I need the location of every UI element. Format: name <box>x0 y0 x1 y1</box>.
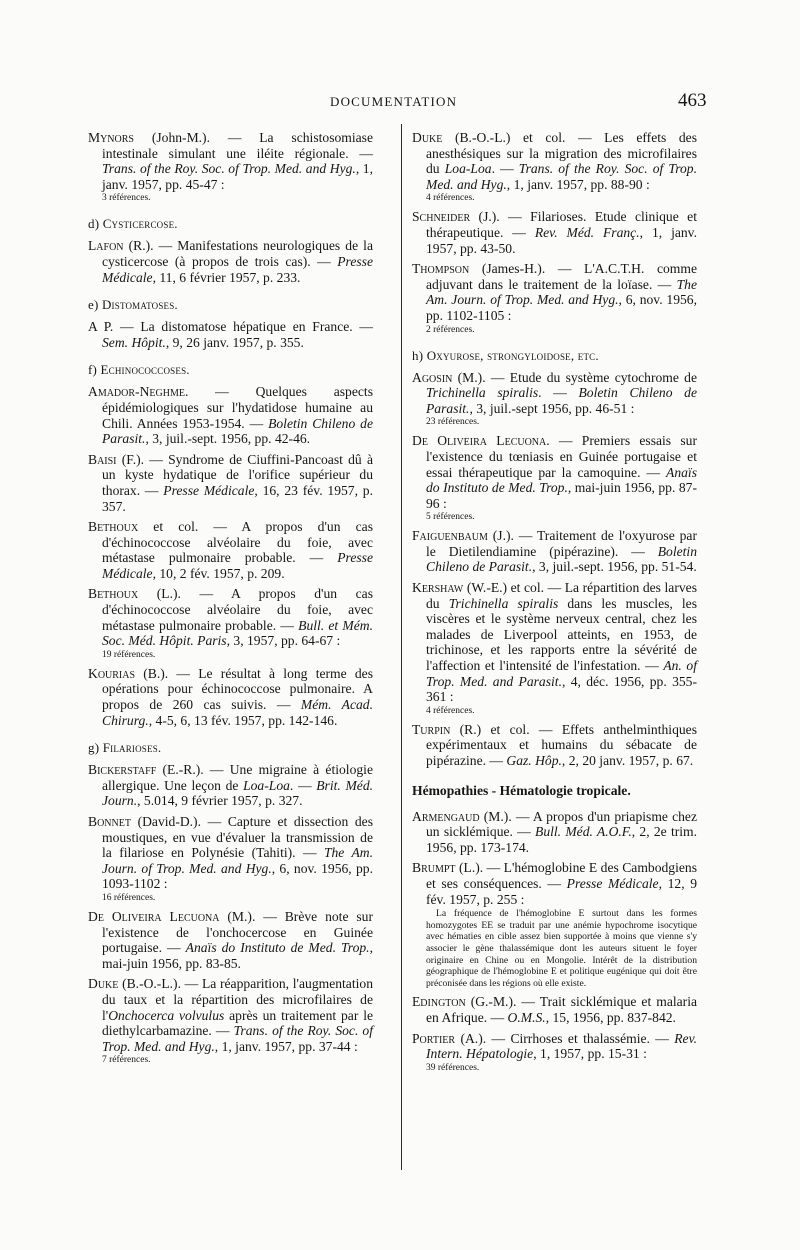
entry-citation: , 1, janv. 1957, pp. 45-47 : <box>102 161 373 192</box>
entry-title: (F.). — Syndrome de Ciuffini-Pancoast dû à un kyste hydatique de l'orifice supérieur du thorax. — <box>102 451 373 498</box>
entry-citation: . — <box>538 385 579 401</box>
bibliography-entry <box>412 994 697 1025</box>
entry-journal: Loa-Loa <box>243 777 290 793</box>
entry-journal-2: Brit. Méd. Journ. <box>102 777 374 809</box>
section-heading <box>88 216 373 231</box>
entry-title: (John-M.). — La schistosomiase intestinale simulant une iléite régionale. — <box>102 130 373 161</box>
section-letter: g) <box>88 740 100 756</box>
entry-reference-count: 2 références. <box>426 324 475 335</box>
entry-title: (B.-O.-L.) et col. — Les effets des anesthésiques sur la migration des microfilaires du <box>426 130 697 177</box>
section-label: Distomatoses. <box>101 297 178 313</box>
entry-author: Edington <box>412 994 466 1010</box>
entry-author: Thompson <box>412 261 470 277</box>
entry-title: (E.-R.). — Une migraine à étiologie allergique. Une leçon de <box>102 762 373 793</box>
bibliography-entry <box>88 519 373 581</box>
bibliography-entry <box>88 384 373 446</box>
entry-citation: , 1, janv. 1957, pp. 43-50. <box>426 224 697 256</box>
section-heading <box>88 362 373 377</box>
bibliography-entry <box>412 433 697 523</box>
entry-title: (L.). — L'hémoglobine E des Cambodgiens et ses conséquences. — <box>426 860 697 891</box>
entry-journal: Bull. et Mém. Soc. Méd. Hôpit. Paris <box>102 617 373 649</box>
entry-citation: , 1, 1957, pp. 15-31 : <box>533 1046 647 1062</box>
bibliography-entry <box>88 130 373 204</box>
entry-citation: , 2, 20 janv. 1957, p. 67. <box>561 753 694 768</box>
entry-citation-2: , 1, janv. 1957, pp. 37-44 : <box>214 1038 358 1054</box>
entry-reference-count: 39 références. <box>426 1062 480 1073</box>
entry-journal: The Am. Journ. of Trop. Med. and Hyg. <box>102 845 374 876</box>
entry-author: Armengaud <box>412 808 480 824</box>
entry-citation: , 3, juil.-sept. 1956, pp. 42-46. <box>145 431 311 447</box>
entry-journal-2: Trans. of the Roy. Soc. of Trop. Med. and Hyg. <box>426 161 697 192</box>
entry-reference-count: 5 références. <box>426 512 475 523</box>
section-letter: e) <box>88 297 99 313</box>
entry-citation: , 6, nov. 1956, pp. 1102-1105 : <box>426 292 697 323</box>
entry-title: (L.). — A propos d'un cas d'échinococcose alvéolaire du foie, avec métastase pulmonaire probable. — <box>102 586 373 633</box>
entry-journal: Rev. Méd. Franç. <box>534 224 640 240</box>
entry-author: Bethoux <box>88 519 139 535</box>
entry-citation: , 3, juil.-sept. 1956, pp. 51-54. <box>532 559 697 575</box>
entry-citation-2: , 4, déc. 1956, pp. 355-361 : <box>426 673 697 705</box>
entry-citation: , 10, 2 fév. 1957, p. 209. <box>152 565 285 581</box>
entry-journal-2: Boletin Chileno de Parasit. <box>426 385 697 416</box>
entry-journal: Mém. Acad. Chirurg. <box>102 697 373 728</box>
bibliography-entry <box>88 452 373 514</box>
bibliography-entry <box>412 722 697 769</box>
entry-author: Turpin <box>412 721 451 737</box>
entry-journal: The Am. Journ. of Trop. Med. and Hyg. <box>426 276 697 308</box>
entry-citation: . — <box>289 777 317 793</box>
entry-title: (J.). — Traitement de l'oxyurose par le Dietilendiamine (pipérazine). — <box>426 528 697 559</box>
entry-reference-count: 7 références. <box>102 1055 151 1066</box>
entry-journal: Presse Médicale <box>566 875 659 891</box>
section-label: Cysticercose. <box>102 216 178 232</box>
bibliography-entry <box>88 586 373 660</box>
bibliography-entry <box>88 814 373 904</box>
entry-reference-count: 16 références. <box>102 892 156 903</box>
entry-author: Lafon <box>88 238 124 254</box>
entry-reference-count: 4 références. <box>426 705 475 716</box>
entry-journal-2: An. of Trop. Med. and Parasit. <box>426 658 697 689</box>
entry-title: (David-D.). — Capture et dissection des moustiques, en vue d'évaluer la transmission de la filariose en Polynésie (Tahiti). — <box>102 814 373 861</box>
entry-journal: Boletin Chileno de Parasit. <box>426 543 697 575</box>
bibliography-entry <box>412 261 697 335</box>
entry-author: Portier <box>412 1030 456 1046</box>
entry-citation: , 2, 2e trim. 1956, pp. 173-174. <box>426 824 697 855</box>
left-column <box>88 130 373 1071</box>
section-letter: f) <box>88 362 98 378</box>
running-title: DOCUMENTATION <box>330 94 458 109</box>
entry-author: Agosin <box>412 369 453 385</box>
bibliography-entry <box>412 1031 697 1074</box>
entry-journal: Trans. of the Roy. Soc. of Trop. Med. and Hyg. <box>102 161 356 177</box>
entry-journal: Bull. Méd. A.O.F. <box>535 824 632 840</box>
entry-author: Amador-Neghme <box>88 384 185 400</box>
entry-journal: Sem. Hôpit. <box>102 334 166 350</box>
entry-citation: , 6, nov. 1956, pp. 1093-1102 : <box>102 860 373 892</box>
entry-journal: Presse Médicale <box>102 550 373 581</box>
entry-journal: Rev. Intern. Hépatologie <box>426 1030 697 1062</box>
section-label: Filarioses. <box>102 740 162 756</box>
entry-author: De Oliveira Lecuona <box>88 908 220 924</box>
section-label: Echinococcoses. <box>100 362 190 378</box>
entry-author: Faiguenbaum <box>412 528 488 544</box>
entry-title: (J.). — Filarioses. Etude clinique et thérapeutique. — <box>426 209 697 240</box>
entry-citation: , 16, 23 fév. 1957, p. 357. <box>102 482 373 514</box>
entry-title: . — Premiers essais sur l'existence du tœniasis en Guinée portugaise et essai thérapeutique par la camoquine. — <box>426 433 697 480</box>
bibliography-entry <box>88 976 373 1066</box>
entry-title: (M.). — Brève note sur l'existence de l'onchocercose en Guinée portugaise. — <box>102 908 373 956</box>
entry-journal: Trichinella spiralis <box>426 385 539 401</box>
entry-citation: , mai-juin 1956, pp. 87-96 : <box>426 480 697 511</box>
entry-journal: O.M.S. <box>507 1009 546 1025</box>
entry-title: (R.). — Manifestations neurologiques de la cysticercose (à propos de trois cas). — <box>102 238 373 269</box>
bibliography-entry <box>412 528 697 575</box>
entry-citation: , mai-juin 1956, pp. 83-85. <box>102 940 373 971</box>
bibliography-entry <box>412 809 697 856</box>
section-heading <box>88 297 373 312</box>
subject-heading-label: Hémopathies - Hématologie tropicale. <box>412 782 631 798</box>
entry-title: (B.). — Le résultat à long terme des opérations pour échinococcose pulmonaire. A propos de 260 cas suivis. — <box>102 665 373 713</box>
bibliography-entry <box>88 666 373 728</box>
entry-reference-count: 19 références. <box>102 649 156 660</box>
entry-author: Mynors <box>88 130 134 145</box>
bibliography-entry <box>412 860 697 989</box>
section-letter: d) <box>88 216 100 232</box>
entry-journal: Boletin Chileno de Parasit. <box>102 415 373 447</box>
bibliography-entry <box>412 130 697 204</box>
entry-citation: dans les muscles, les viscères et le système nerveux central, chez les malades de Liverpool atteints, en 1953, de trichinose, et les rapports entre la sévérité de l'affection et l'intensité de l'infestation. — <box>426 595 698 674</box>
entry-citation: , 12, 9 fév. 1957, p. 255 : <box>426 875 698 907</box>
entry-citation-2: , 3, juil.-sept 1956, pp. 46-51 : <box>469 400 635 416</box>
entry-citation: après un traitement par le diethylcarbamazine. — <box>102 1007 373 1039</box>
entry-author: Kourias <box>88 665 136 681</box>
entry-title: et col. — A propos d'un cas d'échinococcose alvéolaire du foie, avec métastase pulmonaire probable. — <box>102 519 373 566</box>
entry-citation: , 9, 26 janv. 1957, p. 355. <box>165 334 304 350</box>
entry-journal: Anaïs do Instituto de Med. Trop. <box>185 940 370 956</box>
entry-journal-2: Trans. of the Roy. Soc. of Trop. Med. and Hyg. <box>102 1023 374 1054</box>
bibliography-entry <box>88 238 373 285</box>
entry-author: De Oliveira Lecuona <box>412 433 547 449</box>
entry-journal: Loa-Loa <box>444 161 492 177</box>
bibliography-entry <box>88 319 373 350</box>
bibliography-entry <box>88 762 373 809</box>
entry-citation: , 3, 1957, pp. 64-67 : <box>226 633 341 649</box>
section-label: Oxyurose, strongyloidose, etc. <box>426 347 599 363</box>
entry-journal: Presse Médicale <box>163 482 255 498</box>
entry-title: (James-H.). — L'A.C.T.H. comme adjuvant dans le traitement de la loïase. — <box>426 261 697 292</box>
entry-author: Baisi <box>88 451 117 467</box>
entry-title: (R.) et col. — Effets anthelminthiques expérimentaux et humains du sébacate de pipérazine. — <box>426 721 697 768</box>
entry-journal: Anaïs do Instituto de Med. Trop. <box>426 464 697 496</box>
entry-author: Duke <box>412 130 443 145</box>
entry-title: (B.-O.-L.). — La réapparition, l'augmentation du taux et la répartition des microfilaires de l' <box>102 976 373 1023</box>
entry-title: (W.-E.) et col. — La répartition des larves du <box>426 580 697 611</box>
entry-title: A P. — La distomatose hépatique en France. — <box>88 319 373 335</box>
section-heading <box>88 740 373 755</box>
entry-journal: Trichinella spiralis <box>448 595 559 611</box>
entry-abstract: La fréquence de l'hémoglobine E surtout dans les formes homozygotes EE se traduit par une anémie hypochrome isocytique avec hématies en cible assez bien supportée à moins que vienne s'y associer le gène thalassémique dont les auteurs situent le foyer originaire en Chine ou en Mongolie. Intérêt de la distribution géographique de l'hémoglobine E et politique eugénique qui doit être préconisée dans les régions où elle existe. <box>426 908 697 989</box>
entry-citation-2: , 1, janv. 1957, pp. 88-90 : <box>506 176 650 192</box>
entry-author: Bethoux <box>88 586 139 602</box>
entry-citation: . — <box>491 161 519 177</box>
entry-reference-count: 23 références. <box>426 417 480 428</box>
bibliography-entry <box>88 909 373 971</box>
subject-heading <box>412 783 697 799</box>
right-column <box>412 130 697 1079</box>
entry-author: Duke <box>88 976 119 992</box>
section-letter: h) <box>412 347 424 363</box>
entry-citation: , 4-5, 6, 13 fév. 1957, pp. 142-146. <box>148 712 338 728</box>
entry-title: . — Quelques aspects épidémiologiques sur l'hydatidose humaine au Chili. Années 1953-1954. — <box>102 384 373 431</box>
entry-author: Bonnet <box>88 814 131 829</box>
entry-author: Bickerstaff <box>88 762 157 778</box>
entry-title: (G.-M.). — Trait sicklémique et malaria en Afrique. — <box>426 994 697 1025</box>
entry-title: (M.). — A propos d'un priapisme chez un sicklémique. — <box>426 808 697 840</box>
entry-citation: , 11, 6 février 1957, p. 233. <box>152 269 301 285</box>
entry-citation: , 15, 1956, pp. 837-842. <box>545 1009 676 1025</box>
entry-title: (A.). — Cirrhoses et thalassémie. — <box>455 1030 675 1046</box>
entry-author: Schneider <box>412 209 471 225</box>
entry-reference-count: 4 références. <box>426 193 475 204</box>
section-heading <box>412 348 697 363</box>
entry-journal: Gaz. Hôp. <box>506 753 562 768</box>
entry-journal: Onchocerca volvulus <box>108 1007 225 1023</box>
entry-title: (M.). — Etude du système cytochrome de <box>452 369 697 385</box>
column-divider <box>401 124 402 1170</box>
entry-reference-count: 3 références. <box>102 193 151 204</box>
page-header <box>0 92 800 116</box>
bibliography-entry <box>412 209 697 256</box>
bibliography-entry <box>412 370 697 429</box>
entry-journal: Presse Médicale <box>102 253 373 285</box>
entry-author: Brumpt <box>412 860 456 876</box>
page-number: 463 <box>678 90 707 111</box>
entry-citation-2: , 5.014, 9 février 1957, p. 327. <box>137 793 303 809</box>
entry-author: Kershaw <box>412 580 464 596</box>
bibliography-entry <box>412 580 697 717</box>
